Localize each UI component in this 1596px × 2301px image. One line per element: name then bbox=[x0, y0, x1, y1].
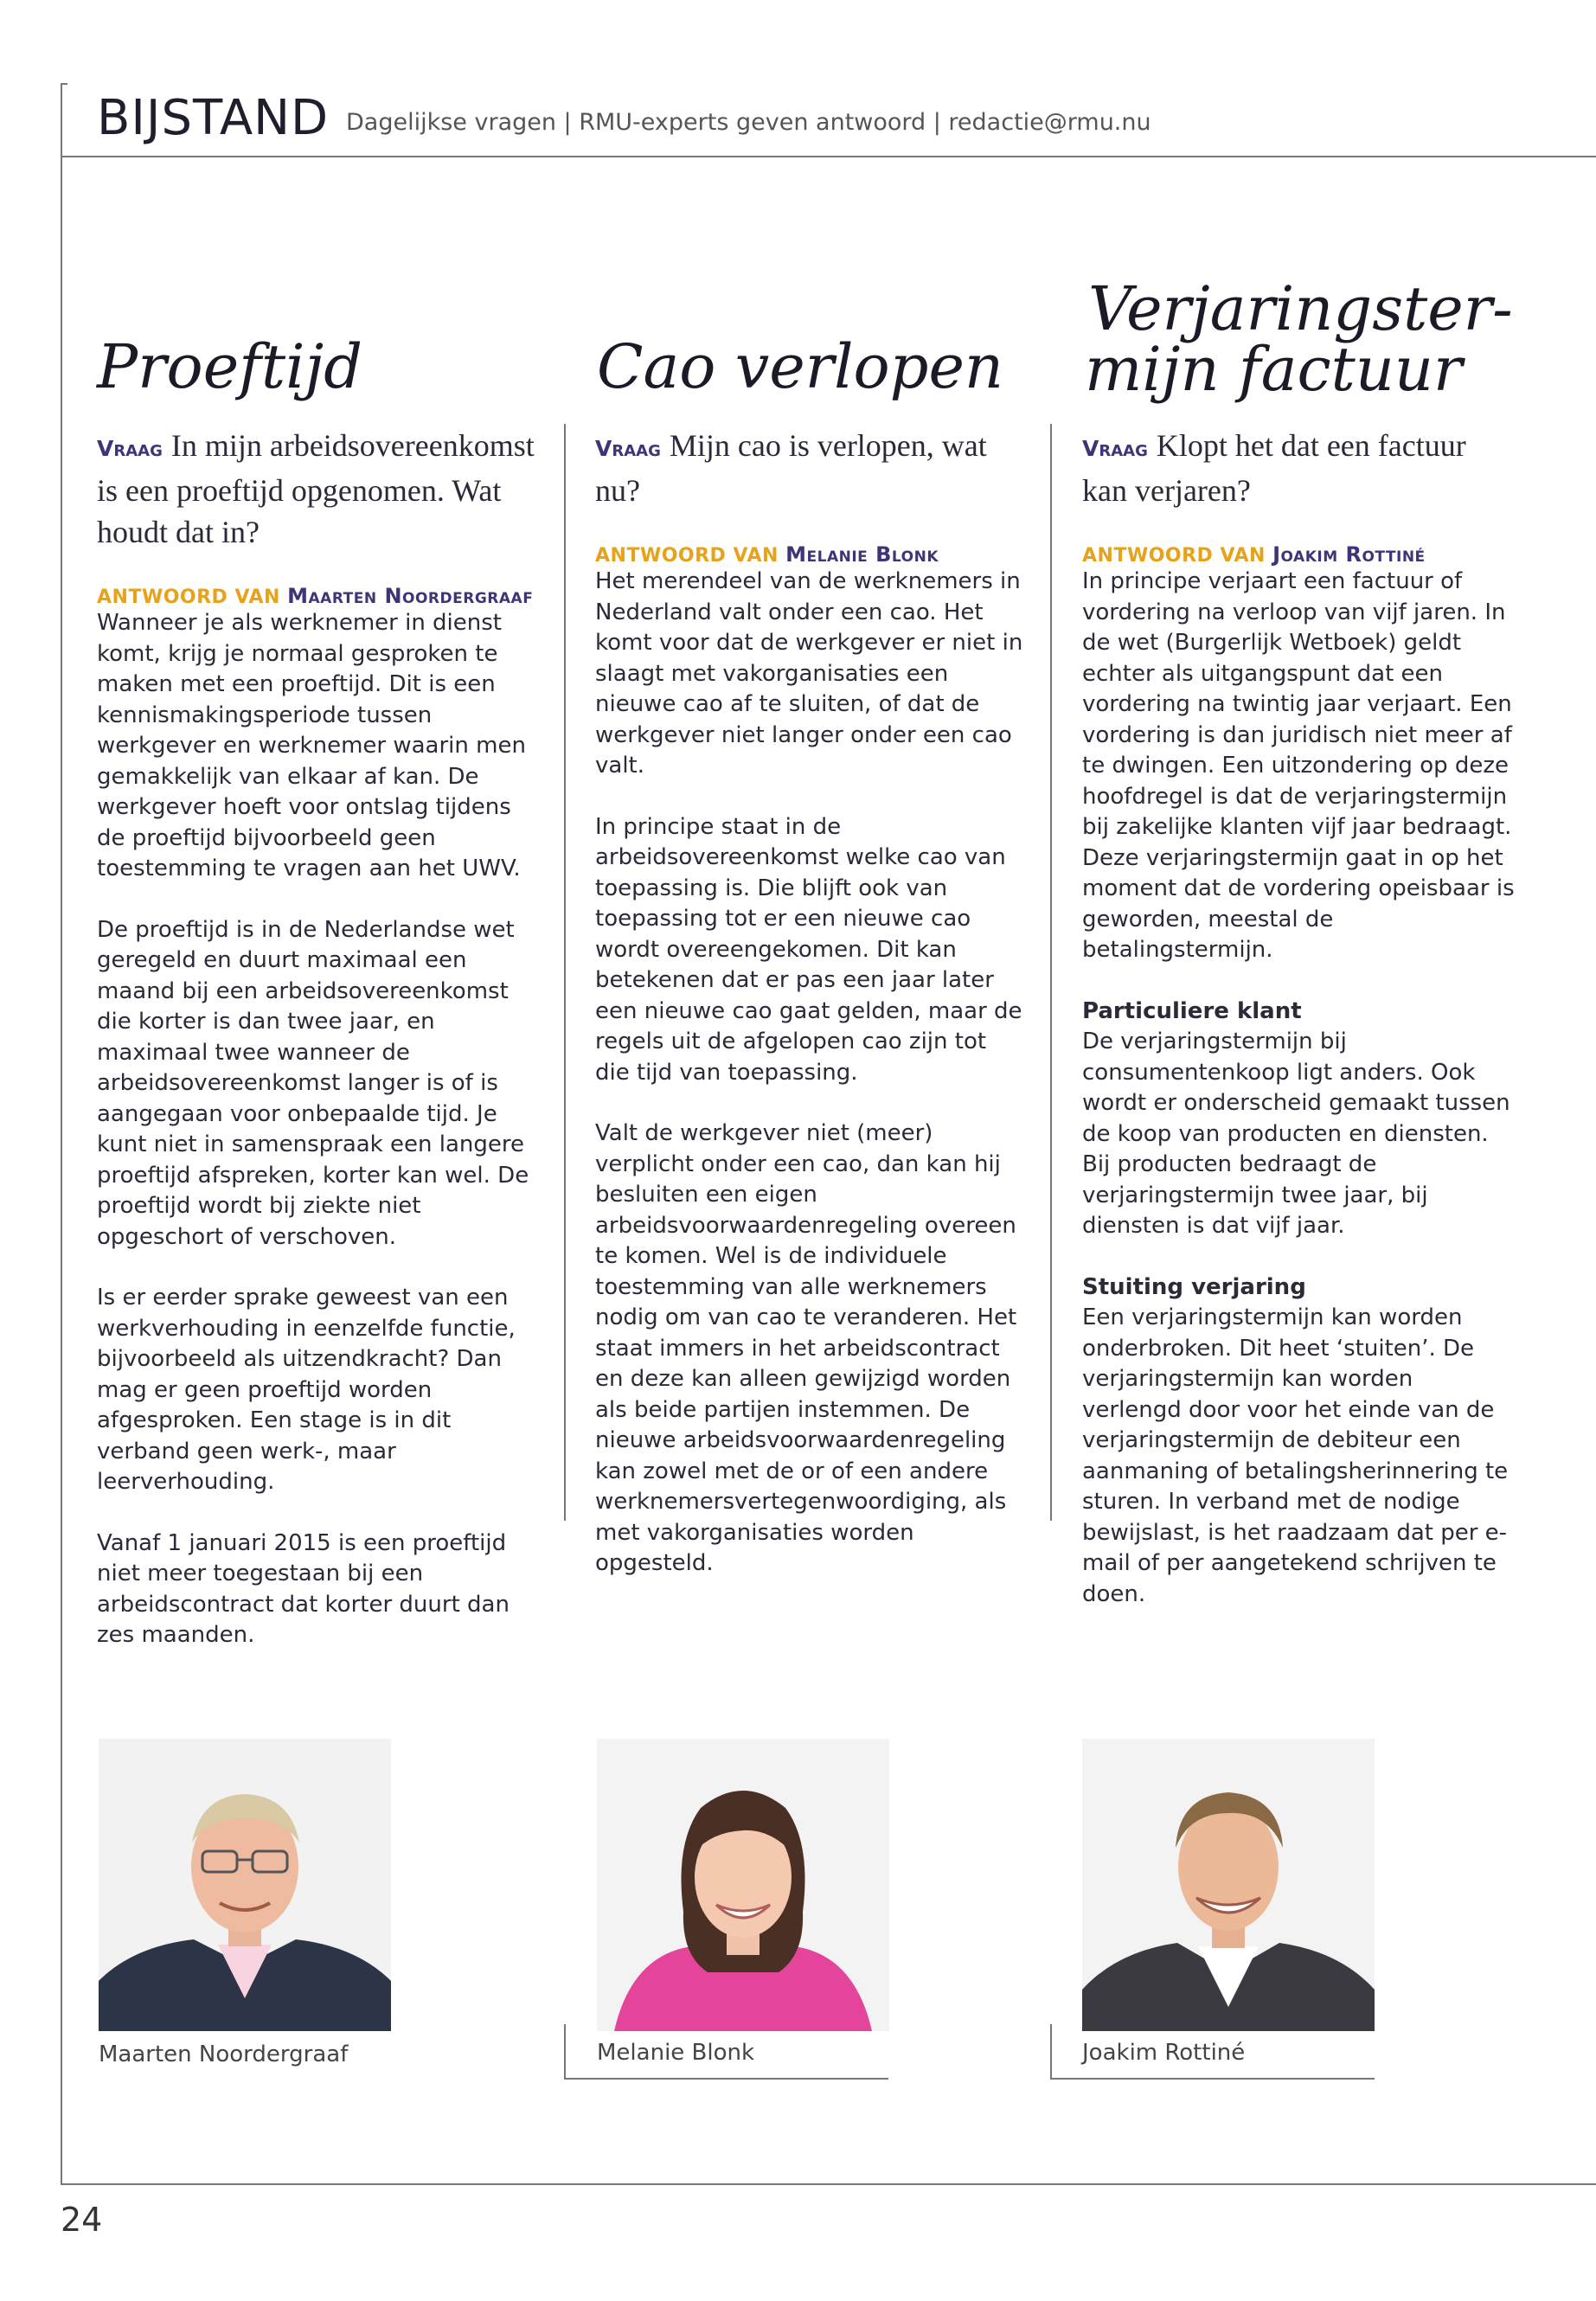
frame-corner bbox=[61, 83, 67, 85]
header-subtitle: Dagelijkse vragen | RMU-experts geven antwoord | redactie@rmu.nu bbox=[346, 109, 1151, 136]
answer-label: ANTWOORD VAN bbox=[595, 545, 779, 567]
paragraph: Het merendeel van de werknemers in Nederland valt onder een cao. Het komt voor dat de werkgever er niet in slaagt met vakorganisaties een nieuwe cao af te sluiten, of dat de werkgever niet langer onder een cao valt. bbox=[595, 568, 1023, 779]
frame-bottom-rule bbox=[61, 2183, 1596, 2185]
paragraph: Vanaf 1 januari 2015 is een proeftijd niet meer toegestaan bij een arbeidscontract dat korter duurt dan zes maanden. bbox=[97, 1529, 510, 1648]
answer-byline-3 bbox=[1082, 542, 1426, 567]
question-text: Mijn cao is verlopen, wat nu? bbox=[595, 428, 987, 508]
question-3 bbox=[1082, 425, 1515, 511]
subheading: Particuliere klant bbox=[1082, 997, 1302, 1024]
subheading: Stuiting verjaring bbox=[1082, 1273, 1306, 1300]
heading-verjaringstermijn-line2: mijn factuur bbox=[1085, 334, 1463, 405]
answer-byline-2 bbox=[595, 542, 939, 567]
caption-divider-3 bbox=[1050, 2024, 1052, 2080]
answer-body-2 bbox=[595, 567, 1028, 1610]
paragraph: Valt de werkgever niet (meer) verplicht onder een cao, dan kan hij besluiten een eigen arbeidsvoorwaardenregeling overeen te komen. Wel is de individuele toestemming van alle werknemers nodig om van cao te veranderen. Het staat immers in het arbeidscontract en deze kan alleen gewijzigd worden als beide partijen instemmen. De nieuwe arbeidsvoorwaardenregeling kan zowel met de or of een andere werknemersvertegenwoordiging, als met vakorganisaties worden opgesteld. bbox=[595, 1120, 1017, 1576]
frame-top-rule bbox=[61, 156, 1596, 157]
answer-label: ANTWOORD VAN bbox=[1082, 545, 1266, 567]
caption-underline-3 bbox=[1050, 2078, 1375, 2080]
answer-body-1 bbox=[97, 608, 534, 1682]
paragraph: In principe staat in de arbeidsovereenkomst welke cao van toepassing is. Die blijft ook van toepassing tot er een nieuwe cao wordt overeengekomen. Dit kan betekenen dat er pas een jaar later een nieuwe cao gaat gelden, maar de regels uit de afgelopen cao zijn tot die tijd van toepassing. bbox=[595, 813, 1022, 1086]
question-label: Vraag bbox=[595, 436, 661, 461]
question-label: Vraag bbox=[1082, 436, 1148, 461]
heading-proeftijd: Proeftijd bbox=[97, 331, 363, 402]
heading-verjaringstermijn-line1: Verjaringster- bbox=[1088, 273, 1513, 344]
caption-underline-2 bbox=[564, 2078, 888, 2080]
photo-joakim-rottine bbox=[1082, 1739, 1375, 2031]
answer-label: ANTWOORD VAN bbox=[97, 586, 280, 608]
question-text: Klopt het dat een factuur kan verjaren? bbox=[1082, 428, 1466, 508]
caption-melanie: Melanie Blonk bbox=[597, 2040, 755, 2066]
paragraph: De proeftijd is in de Nederlandse wet geregeld en duurt maximaal een maand bij een arbeidsovereenkomst die korter is dan twee jaar, en maximaal twee wanneer de arbeidsovereenkomst langer is of is aangegaan voor onbepaalde tijd. Je kunt niet in samenspraak een langere proeftijd afspreken, korter kan wel. De proeftijd wordt bij ziekte niet opgeschort of verschoven. bbox=[97, 916, 529, 1250]
paragraph: Een verjaringstermijn kan worden onderbroken. Dit heet ‘stuiten’. De verjaringstermijn kan worden verlengd door voor het einde van de verjaringstermijn de debiteur een aanmaning of betalingsherinnering te sturen. In verband met de nodige bewijslast, is het raadzaam dat per e-mail of per aangetekend schrijven te doen. bbox=[1082, 1304, 1509, 1607]
caption-maarten: Maarten Noordergraaf bbox=[99, 2041, 349, 2067]
question-1 bbox=[97, 425, 538, 553]
author-name: Melanie Blonk bbox=[785, 542, 939, 567]
column-divider-2 bbox=[1050, 424, 1052, 1521]
photo-melanie-blonk bbox=[597, 1739, 889, 2031]
section-title: BIJSTAND bbox=[97, 90, 330, 146]
answer-body-3 bbox=[1082, 567, 1519, 1640]
author-name: Joakim Rottiné bbox=[1272, 542, 1426, 567]
question-text: In mijn arbeidsovereenkomst is een proeftijd opgenomen. Wat houdt dat in? bbox=[97, 428, 535, 549]
question-label: Vraag bbox=[97, 436, 163, 461]
page-number: 24 bbox=[61, 2201, 103, 2239]
column-divider-1 bbox=[564, 424, 566, 1521]
photo-maarten-noordergraaf bbox=[99, 1739, 391, 2031]
paragraph: Is er eerder sprake geweest van een werkverhouding in eenzelfde functie, bijvoorbeeld als uitzendkracht? Dan mag er geen proeftijd worden afgesproken. Een stage is in dit verband geen werk-, maar leerverhouding. bbox=[97, 1285, 516, 1495]
paragraph: De verjaringstermijn bij consumentenkoop ligt anders. Ook wordt er onderscheid gemaakt tussen de koop van producten en diensten. Bij producten bedraagt de verjaringstermijn twee jaar, bij diensten is dat vijf jaar. bbox=[1082, 1029, 1510, 1239]
question-2 bbox=[595, 425, 1019, 511]
heading-cao-verlopen: Cao verlopen bbox=[597, 331, 1003, 402]
caption-divider-2 bbox=[564, 2024, 566, 2080]
caption-joakim: Joakim Rottiné bbox=[1082, 2040, 1246, 2066]
paragraph: Wanneer je als werknemer in dienst komt, krijg je normaal gesproken te maken met een proeftijd. Dit is een kennismakingsperiode tussen werkgever en werknemer waarin men gemakkelijk van elkaar af kan. De werkgever hoeft voor ontslag tijdens de proeftijd bijvoorbeeld geen toestemming te vragen aan het UWV. bbox=[97, 610, 526, 881]
paragraph: In principe verjaart een factuur of vordering na verloop van vijf jaren. In de wet (Burgerlijk Wetboek) geldt echter als uitgangspunt dat een vordering na twintig jaar verjaart. Een vordering is dan juridisch niet meer af te dwingen. Een uitzondering op deze hoofdregel is dat de verjaringstermijn bij zakelijke klanten vijf jaar bedraagt. Deze verjaringstermijn gaat in op het moment dat de vordering opeisbaar is geworden, meestal de betalingstermijn. bbox=[1082, 568, 1515, 963]
frame-left-rule bbox=[61, 83, 62, 2185]
answer-byline-1 bbox=[97, 584, 533, 608]
author-name: Maarten Noordergraaf bbox=[287, 584, 534, 608]
